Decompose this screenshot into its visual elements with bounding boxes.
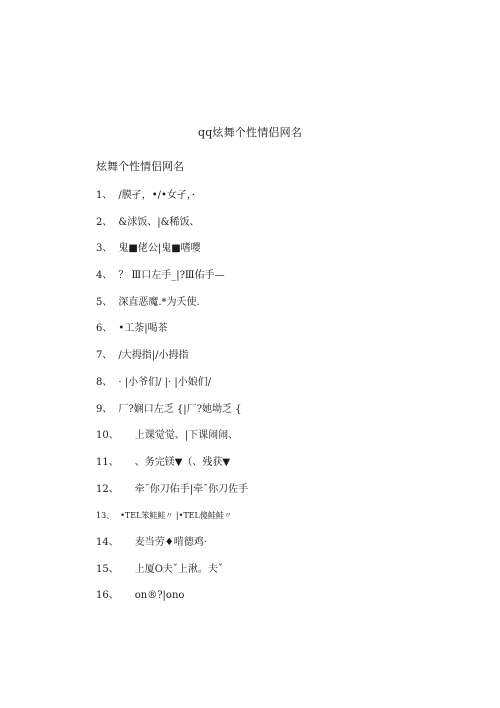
item-separator: 、 [108, 563, 119, 575]
item-number: 6 [96, 323, 103, 335]
item-number: 3 [96, 243, 103, 255]
item-text: /膜孑，•/•女孑，· [118, 190, 196, 201]
list-item-8 [96, 370, 248, 397]
item-number: 10 [96, 430, 109, 442]
list-item-9 [96, 397, 248, 424]
list-item-4 [96, 263, 248, 290]
item-text: on®?|ono [134, 590, 185, 602]
item-separator: 、 [108, 590, 119, 602]
item-number: 1 [96, 190, 103, 201]
item-text: 鬼■佬公|鬼■嗜嘤 [118, 243, 201, 255]
item-separator: 、 [102, 190, 113, 201]
item-text: •工荼|喝茶 [118, 323, 168, 335]
item-separator: 、 [106, 511, 115, 521]
item-text: 上课觉觉、|下课闹闹、 [134, 430, 239, 442]
item-number: 13 [96, 511, 107, 521]
item-text: ？ Ⅲ口左手_|?Ⅲ佑手— [118, 270, 225, 282]
item-number: 9 [96, 403, 103, 415]
list-item-7 [96, 343, 248, 370]
item-separator: 、 [108, 483, 119, 495]
item-number: 15 [96, 563, 109, 575]
list-item-15 [96, 557, 248, 584]
item-text: 牵ˉ你刀佑手|牵ˉ你刀佐手 [134, 483, 249, 495]
nickname-list [96, 183, 248, 610]
item-separator: 、 [102, 350, 113, 362]
item-text: 、务完镁▼（、残获▼ [134, 456, 231, 468]
item-text: 厂?娴口左乏 {|厂?她坳乏 { [118, 403, 242, 415]
item-text: · |小爷们/ |· |小娘们/ [118, 376, 212, 388]
item-separator: 、 [102, 270, 113, 282]
item-text: &浗饭、|&稀饭、 [118, 216, 200, 228]
list-item-14 [96, 530, 248, 557]
page-title: qq炫舞个性情侣网名 [197, 126, 303, 139]
item-separator: 、 [102, 403, 113, 415]
list-item-10 [96, 423, 248, 450]
list-item-2 [96, 210, 248, 237]
section-heading: 炫舞个性情侣网名 [96, 160, 184, 173]
list-item-5 [96, 290, 248, 317]
item-separator: 、 [102, 243, 113, 255]
item-number: 8 [96, 376, 103, 388]
item-number: 7 [96, 350, 103, 362]
item-separator: 、 [102, 216, 113, 228]
item-number: 12 [96, 483, 109, 495]
list-item-11 [96, 450, 248, 477]
item-number: 5 [96, 296, 103, 308]
list-item-13 [96, 503, 248, 530]
item-number: 4 [96, 270, 103, 282]
item-text: •TEL笨鲑鲑〃 |•TEL傻鲑鲑〃 [120, 511, 232, 521]
list-item-3 [96, 236, 248, 263]
item-separator: 、 [108, 430, 119, 442]
list-item-12 [96, 477, 248, 504]
item-separator: 、 [102, 323, 113, 335]
item-text: 深直恶魔.*为夭使. [118, 296, 200, 308]
item-number: 16 [96, 590, 109, 602]
item-number: 2 [96, 216, 103, 228]
item-number: 14 [96, 536, 109, 548]
list-item-16 [96, 583, 248, 610]
item-separator: 、 [102, 296, 113, 308]
item-separator: 、 [108, 536, 119, 548]
item-separator: 、 [108, 456, 119, 468]
item-text: 麦当劳♦啃德鸡· [134, 536, 207, 548]
item-number: 11 [96, 456, 109, 468]
item-text: 上厦O夫ˇ上湫。夫ˇ [134, 563, 223, 575]
list-item-1 [96, 183, 248, 210]
item-separator: 、 [102, 376, 113, 388]
item-text: /大拇指|/小拇指 [118, 350, 189, 362]
list-item-6 [96, 316, 248, 343]
